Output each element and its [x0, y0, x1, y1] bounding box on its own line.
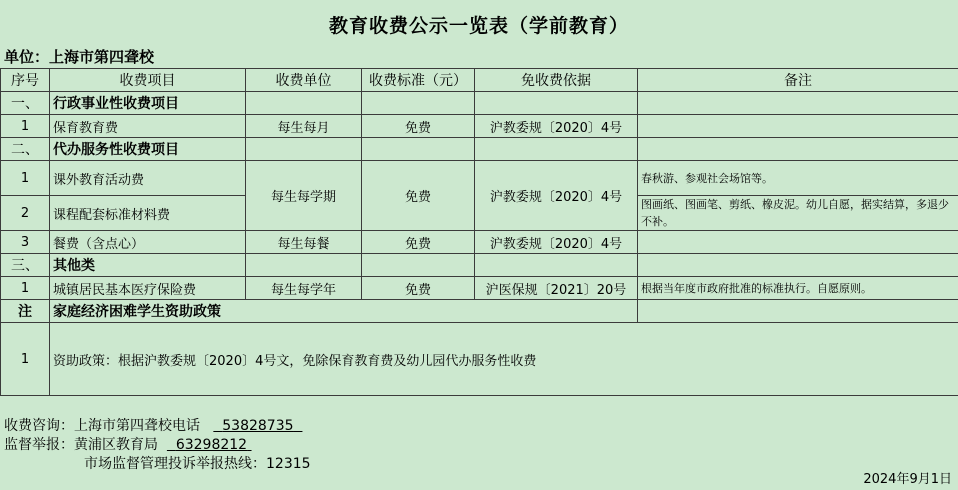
page-title: 教育收费公示一览表（学前教育） — [328, 15, 629, 37]
row-item: 城镇居民基本医疗保险费 — [50, 277, 246, 300]
section-name: 其他类 — [50, 254, 246, 277]
row-unit: 每生每学期 — [246, 161, 362, 231]
row-basis: 沪医保规〔2021〕20号 — [475, 277, 638, 300]
section-index: 一、 — [1, 92, 50, 115]
section-row — [1, 254, 958, 277]
row-standard: 免费 — [362, 115, 475, 138]
row-item: 课程配套标准材料费 — [50, 196, 246, 231]
row-remark: 根据当年度市政府批准的标准执行。自愿原则。 — [638, 277, 958, 300]
row-item: 餐费（含点心） — [50, 231, 246, 254]
section-name: 代办服务性收费项目 — [50, 138, 246, 161]
header-remark: 备注 — [638, 69, 958, 92]
table-row — [1, 115, 958, 138]
row-standard: 免费 — [362, 277, 475, 300]
header-no: 序号 — [1, 69, 50, 92]
section-row — [1, 138, 958, 161]
row-no: 1 — [1, 115, 50, 138]
row-no: 2 — [1, 196, 50, 231]
header-standard: 收费标准（元） — [362, 69, 475, 92]
section-index: 三、 — [1, 254, 50, 277]
row-unit: 每生每月 — [246, 115, 362, 138]
section-name: 行政事业性收费项目 — [50, 92, 246, 115]
consult-phone: 53828735 — [222, 418, 294, 434]
row-no: 3 — [1, 231, 50, 254]
row-item: 课外教育活动费 — [50, 161, 246, 196]
note-text: 资助政策：根据沪教委规〔2020〕4号文，免除保育教育费及幼儿园代办服务性收费 — [50, 323, 958, 396]
row-remark — [638, 115, 958, 138]
footer-hotline: 市场监督管理投诉举报热线：12315 — [84, 456, 311, 472]
note-header-row — [1, 300, 958, 323]
note-row — [1, 323, 958, 396]
school-unit: 单位：上海市第四聋校 — [4, 48, 155, 66]
footer-consult — [4, 416, 302, 436]
row-no: 1 — [1, 277, 50, 300]
row-basis: 沪教委规〔2020〕4号 — [475, 231, 638, 254]
row-no: 1 — [1, 161, 50, 196]
header-unit: 收费单位 — [246, 69, 362, 92]
row-standard: 免费 — [362, 231, 475, 254]
header-item: 收费项目 — [50, 69, 246, 92]
footer-report — [4, 435, 252, 455]
row-remark — [638, 231, 958, 254]
section-row — [1, 92, 958, 115]
fee-table — [0, 68, 958, 396]
table-header-row — [1, 69, 958, 92]
row-item: 保育教育费 — [50, 115, 246, 138]
row-unit: 每生每学年 — [246, 277, 362, 300]
footer-date: 2024年9月1日 — [863, 472, 952, 487]
report-label: 监督举报：黄浦区教育局 — [4, 437, 158, 453]
report-phone: 63298212 — [175, 437, 248, 453]
row-remark: 春秋游、参观社会场馆等。 — [638, 161, 958, 196]
row-remark: 图画纸、图画笔、剪纸、橡皮泥。幼儿自愿，据实结算，多退少不补。 — [638, 196, 958, 231]
row-standard: 免费 — [362, 161, 475, 231]
row-unit: 每生每餐 — [246, 231, 362, 254]
table-row — [1, 161, 958, 196]
table-row — [1, 277, 958, 300]
section-index: 二、 — [1, 138, 50, 161]
note-no: 1 — [1, 323, 50, 396]
table-row — [1, 231, 958, 254]
note-title: 家庭经济困难学生资助政策 — [50, 300, 638, 323]
row-basis: 沪教委规〔2020〕4号 — [475, 115, 638, 138]
consult-label: 收费咨询：上海市第四聋校电话 — [4, 418, 200, 434]
row-basis: 沪教委规〔2020〕4号 — [475, 161, 638, 231]
note-label: 注 — [1, 300, 50, 323]
header-basis: 免收费依据 — [475, 69, 638, 92]
